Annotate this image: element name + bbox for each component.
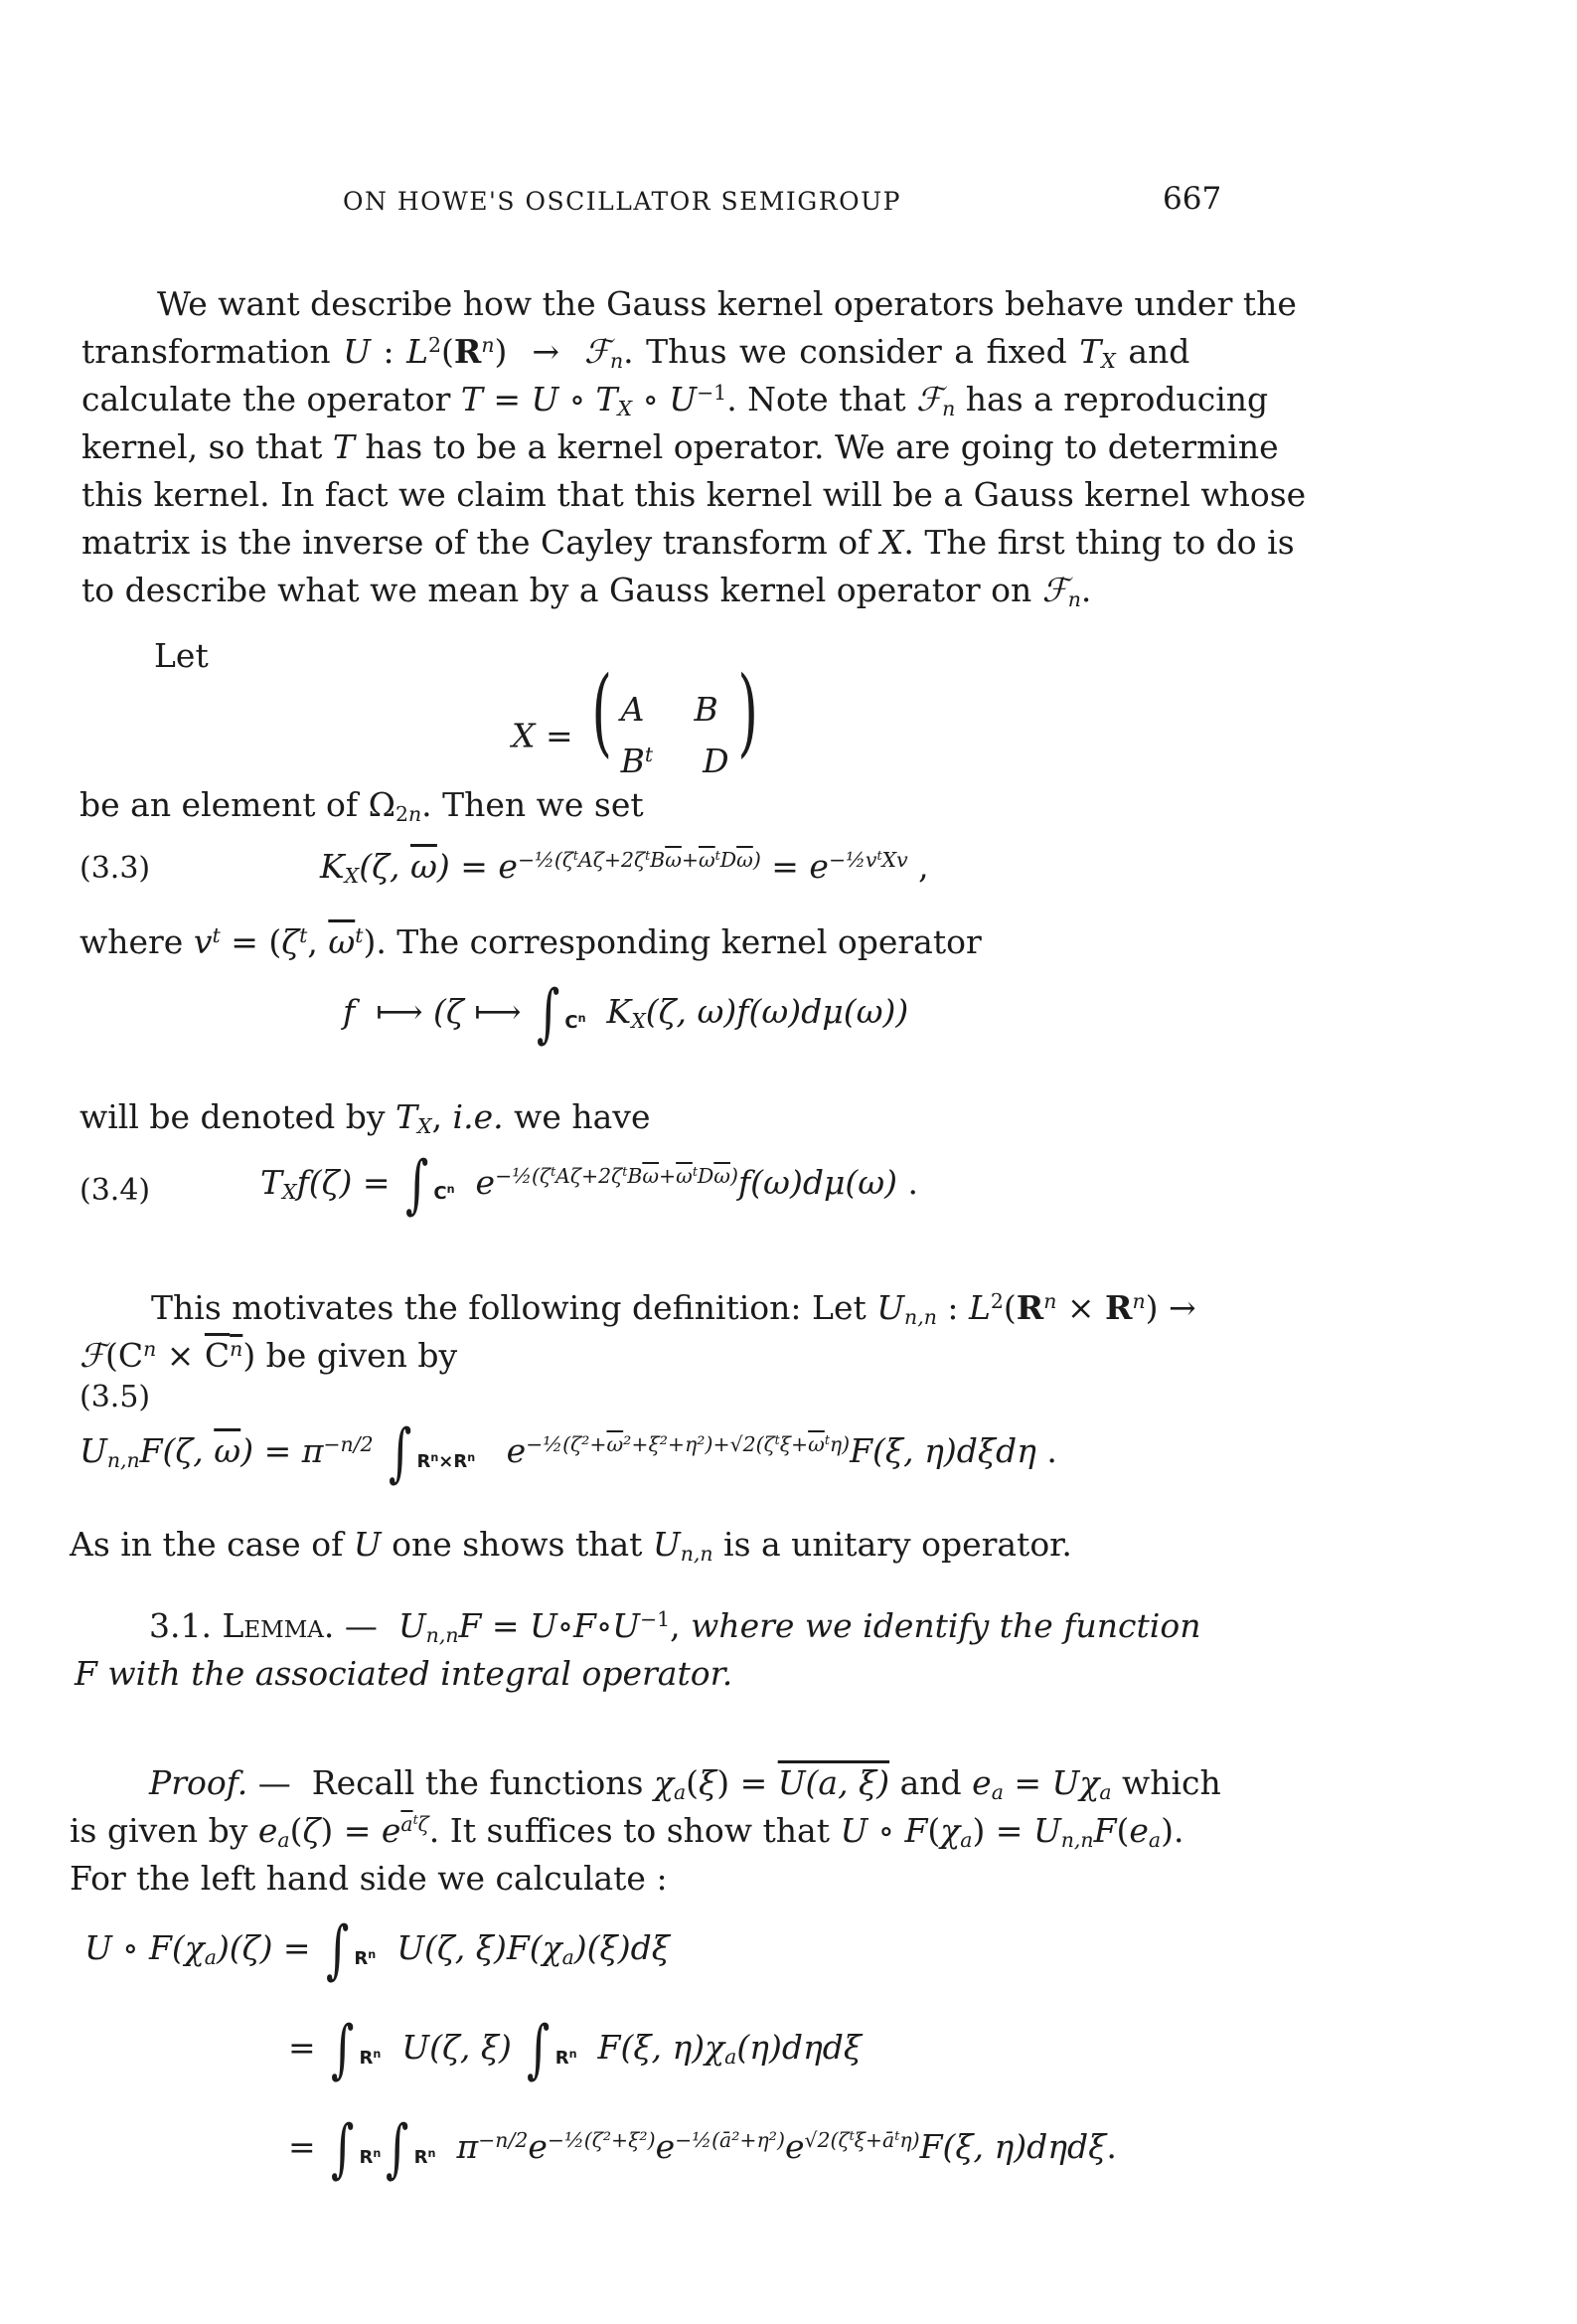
matrix-b: B [694,690,718,729]
unitary-line: As in the case of U one shows that $U_{n,n}$ is a unitary operator. [70,1525,1072,1567]
intro-line-2: transformation U : $L^2(R^n)$ → ℱ$_n$. Thus we consider a fixed $T_X$ and [81,332,1190,374]
matrix-a: A [620,690,645,729]
lemma-line-2: F with the associated integral operator. [75,1654,733,1693]
calc-line-1: U ∘ $F(\chi_a)(\zeta)$ = ∫ $_{R^n}$ U(ζ, $\xi)F(\chi_a)(\xi)d\xi$ [84,1913,670,1987]
eq-3-4-label: (3.4) [79,1173,151,1208]
eq-3-3-label: (3.3) [79,851,151,886]
eq-3-5-label: (3.5) [79,1380,151,1414]
where-line: where $v^t = (\zeta^t$, $\overline{\omega}^t$). The corresponding kernel operator [79,922,982,961]
proof-line-3: For the left hand side we calculate : [70,1859,668,1898]
page-number: 667 [1163,181,1222,217]
running-header: ON HOWE'S OSCILLATOR SEMIGROUP [343,187,901,216]
denoted-line: will be denoted by $T_X$, i.e. we have [79,1097,651,1139]
matrix-equation: X = ( A B $B^t$ D ) [512,664,766,787]
eq-3-5: $U_{n,n}F(\zeta$, $\overline{\omega}) = \pi^{-n/2}$ ∫ $_{R^n\times R^n}$ $e^{-\frac{1}{2}(\zeta^2+\overline{\omega}^2+\xi^2+\eta^2)+√2(\zeta^t\xi+\overline{\omega}^t\eta)}F(\xi$, η)dξdη . [79,1416,1057,1490]
calc-line-2: = ∫ $_{R^n}$ U(ζ, ξ) ∫ $_{R^n}$ F(ξ, $\eta)\chi_a(\eta)d\eta d\xi$ [288,2013,863,2086]
matrix-c: $B^t$ [620,742,654,780]
eq-3-3: $K_X(\zeta$, $\overline{\omega}) = e^{-\frac{1}{2}(\zeta^tA\zeta+2\zeta^tB\overline{\omega}+\overline{\omega}^tD\overline{\omega})} = e^{-\frac{1}{2}v^tXv}$ , [320,847,929,889]
matrix-d: D [703,742,729,780]
intro-line-1: We want describe how the Gauss kernel operators behave under the [157,284,1297,323]
proof-line-1: Proof. — Recall the functions $\chi_a(\xi) = U(a$, ξ) and $e_a = U\chi_a$ which [149,1763,1221,1805]
proof-line-2: is given by $e_a(\zeta) = e^{\overline{a}^t\zeta}$. It suffices to show that U ∘ $F(\chi_a) = U_{n,n}F(e_a)$. [70,1811,1184,1853]
be-element-line: be an element of $\Omega_{2n}$. Then we set [79,785,644,827]
motivates-line-1: This motivates the following definition: Let $U_{n,n}$ : $L^2(R^n \times R^n)$ → [151,1288,1196,1330]
let-word: Let [154,636,209,675]
motivates-line-2: $ℱ(C^n \times C^n)$ be given by [79,1336,458,1375]
lemma-line-1: 3.1. Lemma. — $U_{n,n}F$ = $U\circ F\circ U^{-1}$, where we identify the function [149,1606,1201,1648]
eq-3-4: $T_Xf(\zeta)$ = ∫ $_{C^n}$ $e^{-\frac{1}{2}(\zeta^tA\zeta+2\zeta^tB\overline{\omega}+\overline{\omega}^tD\overline{\omega})}f(\omega)d\mu(\omega)$ . [260,1148,919,1222]
intro-line-6: matrix is the inverse of the Cayley transform of X. The first thing to do is [81,523,1295,562]
matrix-body [621,684,729,787]
intro-line-3: calculate the operator T = U ∘ $T_X$ ∘ $U^{-1}$. Note that ℱ$_n$ has a reproducing [81,380,1269,421]
intro-line-5: this kernel. In fact we claim that this kernel will be a Gauss kernel whose [81,475,1307,514]
calc-line-3: = ∫ $_{R^n}$∫ $_{R^n}$ $\pi^{-n/2}e^{-\frac{1}{2}(\zeta^2+\xi^2)}e^{-\frac{1}{2}(ā^2+\eta^2)}e^{√2(\zeta^t\xi+ā^t\eta)}F(\xi$, η)dηdξ. [288,2112,1117,2186]
kernel-operator-eq: f ⟼ (ζ ⟼ ∫ $_{C^n}$ $K_X(\zeta$, ω)f(ω)dμ(ω)) [343,977,909,1051]
intro-line-4: kernel, so that T has to be a kernel operator. We are going to determine [81,427,1279,466]
intro-line-7: to describe what we mean by a Gauss kernel operator on ℱ$_n$. [81,571,1092,612]
